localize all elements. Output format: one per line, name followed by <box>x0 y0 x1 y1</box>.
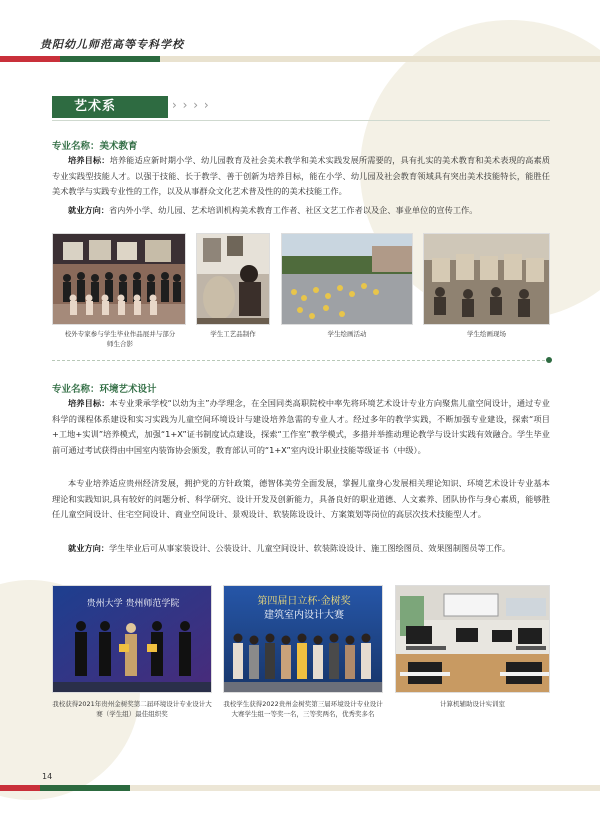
caption-award-2022: 我校学生获得2022贵州金树奖第三届环境设计专业设计大赛学生组一等奖一名，三等奖两名，优秀奖多名 <box>223 700 383 718</box>
stripe-red <box>0 56 60 62</box>
divider <box>52 360 550 361</box>
photo-computer-lab <box>395 585 550 693</box>
goal-label: 培养目标： <box>68 398 110 408</box>
photo-banner-text: 第四届日立杯·金树奖 <box>257 596 351 607</box>
major-title-art-education: 专业名称：美术教育 <box>52 141 138 152</box>
photo-expert-group <box>52 233 186 325</box>
page-number: 14 <box>42 772 53 781</box>
section-divider <box>52 120 550 121</box>
major2-goal-paragraph-2 <box>52 476 550 523</box>
footer-stripe-green <box>40 785 130 791</box>
photo-crafts <box>196 233 270 325</box>
caption-crafts: 学生工艺品制作 <box>210 330 256 338</box>
goal-label: 培养目标： <box>68 155 110 165</box>
photo-painting-studio <box>423 233 550 325</box>
photo-banner-text-2: 建筑室内设计大赛 <box>264 610 344 621</box>
divider-dot <box>546 357 552 363</box>
caption-computer-lab: 计算机辅助设计实训室 <box>440 700 505 708</box>
caption-expert-group: 校外专家参与学生毕业作品展并与部分师生合影 <box>64 330 176 348</box>
job-text: 学生毕业后可从事家装设计、公装设计、儿童空间设计、软装陈设设计、施工图绘图员、效果图制图员等工作。 <box>108 543 511 553</box>
major-title-environment-design: 专业名称：环境艺术设计 <box>52 384 157 395</box>
major2-job-paragraph <box>52 541 550 557</box>
goal-text-2: 本专业培养适应贵州经济发展，拥护党的方针政策，德智体美劳全面发展，掌握儿童身心发展相关理论知识、环境艺术设计专业基本理论和实践知识,具有较好的问题分析、科学研究、设计开发及创新能力，具备良好的职业道德、人文素养、团队协作与身心素质，能够胜任儿童空间设计、住宅空间设计、商业空间设计、景观设计、软装陈设设计、方案策划等岗位的高层次技术技能型人才。 <box>52 478 550 519</box>
photo-outdoor-painting <box>281 233 413 325</box>
goal-text: 本专业秉承学校“以幼为主”办学理念，在全国同类高职院校中率先将环境艺术设计专业方向聚焦儿童空间设计，通过专业科学的课程体系建设和实习实践为儿童空间环境设计与建设培养急需的专业人才。经过多年的教学实践，不断加强专业建设，探索“项目+工地+实训”培养模式，加强“1+X”证书制度试点建设，探索“工作室”教学模式，多措并举推动理论教学与设计实践有效融合。学生毕业前可通过考试获得由中国室内装饰协会颁发，教育部认可的“1+X”室内设计职业技能等级证书（中级）。 <box>52 398 550 455</box>
stripe-green <box>60 56 160 62</box>
header-stripe <box>0 56 600 62</box>
section-title: 艺术系 <box>52 96 168 118</box>
major1-job-paragraph <box>52 203 550 219</box>
photo-award-2022 <box>223 585 383 693</box>
major2-goal-paragraph <box>52 396 550 458</box>
footer-stripe-beige <box>130 785 600 791</box>
caption-award-2021: 我校获得2021年贵州金树奖第二届环境设计专业设计大赛（学生组）最佳组织奖 <box>52 700 212 718</box>
stripe-beige <box>160 56 600 62</box>
footer-stripe-red <box>0 785 40 791</box>
caption-painting-studio: 学生绘画现场 <box>467 330 506 338</box>
photo-award-2021 <box>52 585 212 693</box>
caption-outdoor-painting: 学生绘画活动 <box>327 330 367 338</box>
job-label: 就业方向： <box>68 543 109 553</box>
major1-goal-paragraph <box>52 153 550 200</box>
chevron-arrows-icon: › › › › <box>172 98 210 112</box>
job-text: 省内外小学、幼儿园、艺术培训机构美术教育工作者、社区文艺工作者以及企、事业单位的宣传工作。 <box>108 205 478 215</box>
school-logo-text: 贵阳幼儿师范高等专科学校 <box>40 38 184 51</box>
job-label: 就业方向： <box>68 205 109 215</box>
goal-text: 培养能适应新时期小学、幼儿园教育及社会美术教学和美术实践发展所需要的，具有扎实的美术教育和美术表现的高素质专业实践型技能人才。以强于技能、长于教学、善于创新为培养目标，能在小学、幼儿园及社会教育领域具有突出美术技能特长，能胜任美术教学与实践专业性的工作，以及从事群众文化艺术普及性的的美术技能工作。 <box>52 155 550 196</box>
photo-banner-text: 贵州大学 贵州师范学院 <box>86 599 180 609</box>
